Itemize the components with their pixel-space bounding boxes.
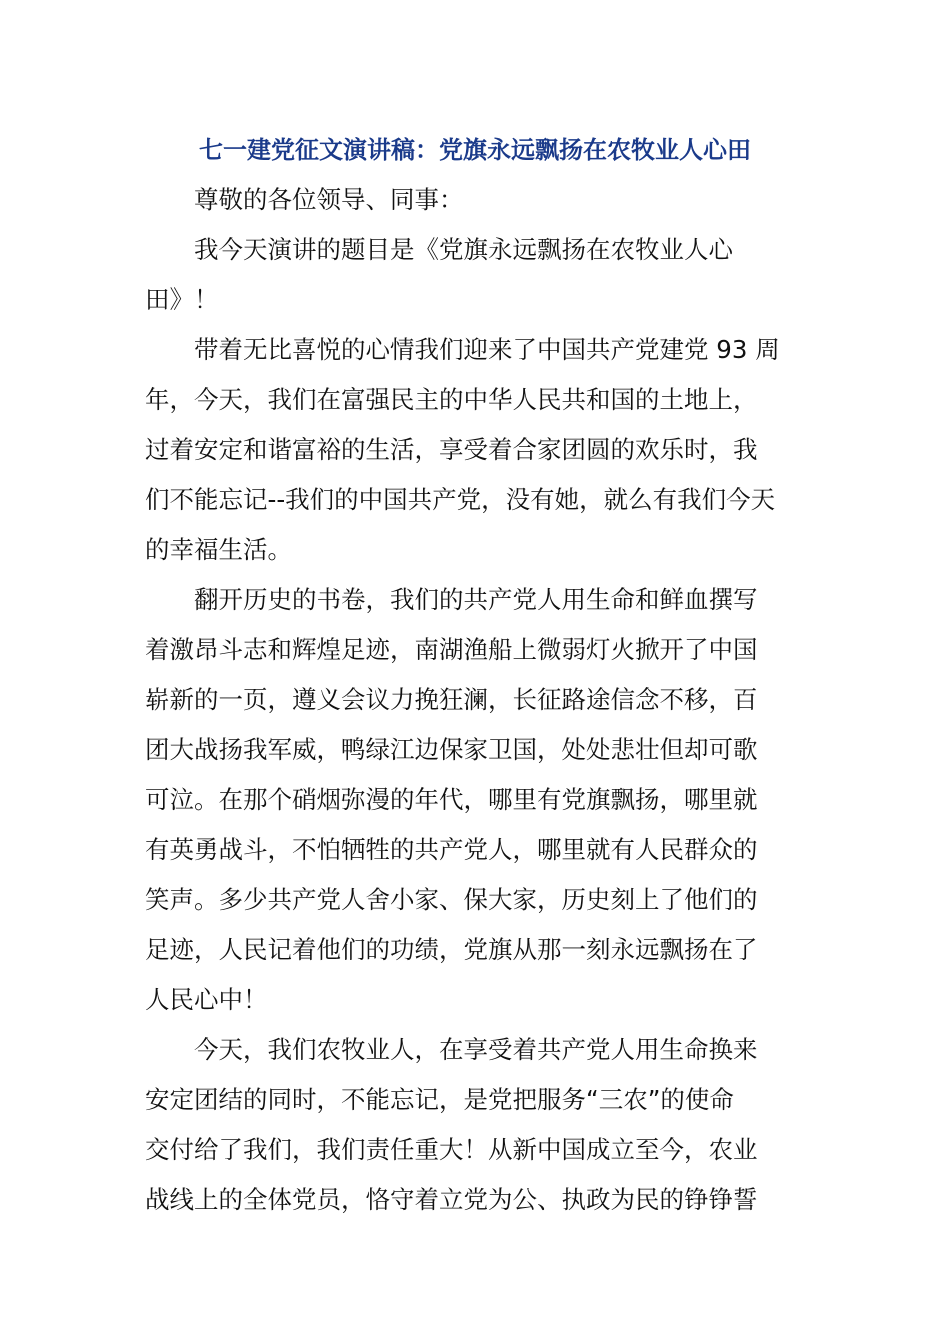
paragraph-3-line-8: 足迹，人民记着他们的功绩，党旗从那一刻永远飘扬在了: [145, 935, 758, 964]
salutation: 尊敬的各位领导、同事：: [194, 185, 464, 214]
paragraph-3-line-7: 笑声。多少共产党人舍小家、保大家，历史刻上了他们的: [145, 885, 758, 914]
paragraph-2-line-3: 过着安定和谐富裕的生活，享受着合家团圆的欢乐时，我: [145, 435, 758, 464]
paragraph-1-line-1: 我今天演讲的题目是《党旗永远飘扬在农牧业人心: [194, 235, 733, 264]
paragraph-4-line-3: 交付给了我们，我们责任重大！从新中国成立至今，农业: [145, 1135, 758, 1164]
paragraph-3-line-4: 团大战扬我军威，鸭绿江边保家卫国，处处悲壮但却可歌: [145, 735, 758, 764]
paragraph-4-line-1: 今天，我们农牧业人，在享受着共产党人用生命换来: [194, 1035, 758, 1064]
paragraph-3-line-6: 有英勇战斗，不怕牺牲的共产党人，哪里就有人民群众的: [145, 835, 758, 864]
paragraph-3-line-1: 翻开历史的书卷，我们的共产党人用生命和鲜血撰写: [194, 585, 758, 614]
paragraph-2-line-5: 的幸福生活。: [145, 535, 292, 564]
paragraph-2-line-4: 们不能忘记--我们的中国共产党，没有她，就么有我们今天: [145, 485, 776, 514]
document-title: 七一建党征文演讲稿：党旗永远飘扬在农牧业人心田: [199, 136, 751, 164]
paragraph-3-line-3: 崭新的一页，遵义会议力挽狂澜，长征路途信念不移，百: [145, 685, 758, 714]
paragraph-1-line-2: 田》！: [145, 285, 219, 314]
paragraph-3-line-2: 着激昂斗志和辉煌足迹，南湖渔船上微弱灯火掀开了中国: [145, 635, 758, 664]
paragraph-3-line-9: 人民心中！: [145, 985, 268, 1014]
paragraph-4-line-2: 安定团结的同时，不能忘记，是党把服务“三农”的使命: [145, 1085, 734, 1114]
paragraph-3-line-5: 可泣。在那个硝烟弥漫的年代，哪里有党旗飘扬，哪里就: [145, 785, 758, 814]
paragraph-2-line-1: 带着无比喜悦的心情我们迎来了中国共产党建党 93 周: [194, 335, 780, 364]
paragraph-4-line-4: 战线上的全体党员，恪守着立党为公、执政为民的铮铮誓: [145, 1185, 758, 1214]
paragraph-2-line-2: 年，今天，我们在富强民主的中华人民共和国的土地上，: [145, 385, 758, 414]
